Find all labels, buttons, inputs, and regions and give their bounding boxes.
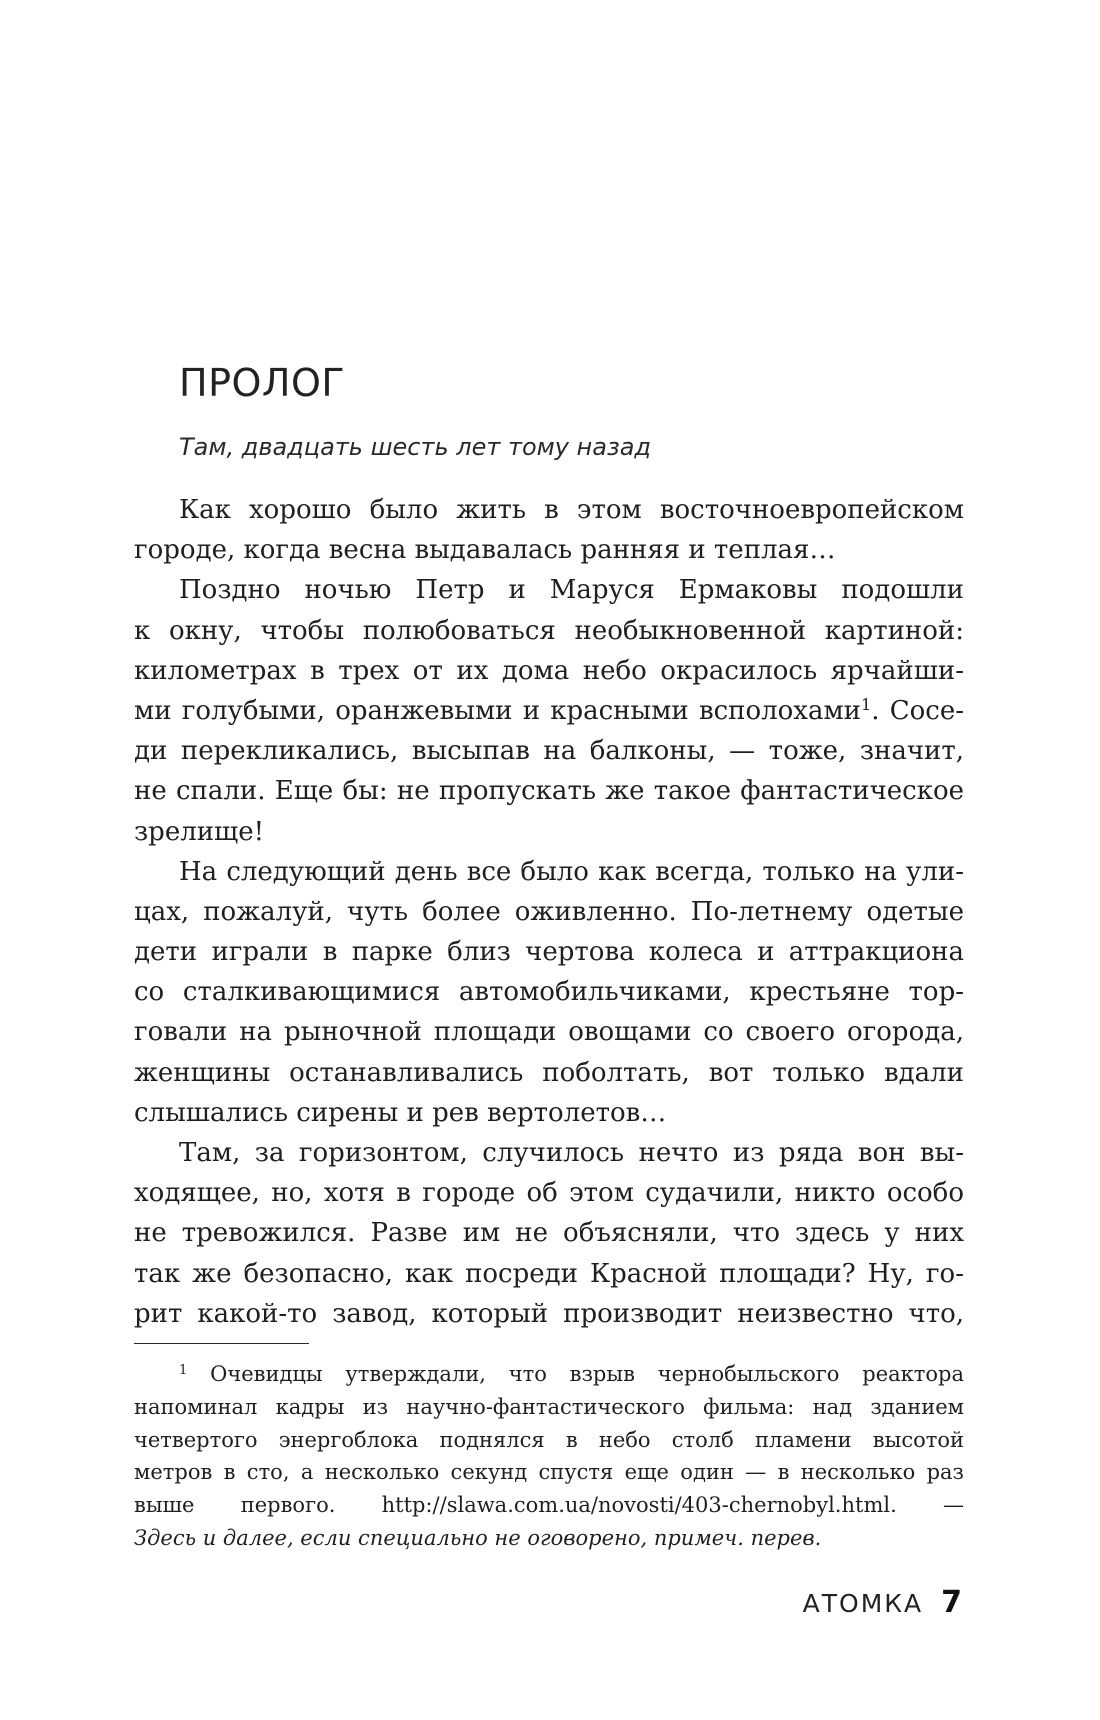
text-fragment: ми голубыми, оранжевыми и красными всполохами — [134, 695, 862, 726]
text-fragment: . Сосе- — [871, 695, 965, 726]
text-line: дети играли в парке близ чертова колеса и аттракциона — [134, 937, 964, 968]
footnote-line: метров в сто, а несколько секунд спустя еще один — в несколько раз — [134, 1460, 964, 1485]
footnote-line: выше первого. http://slawa.com.ua/novosti/403-chernobyl.html. — — [134, 1493, 964, 1518]
text-line: цах, пожалуй, чуть более оживленно. По-летнему одетые — [134, 896, 964, 927]
text-line: рит какой-то завод, который производит неизвестно что, — [134, 1298, 964, 1329]
text-line: женщины останавливались поболтать, вот только вдали — [134, 1057, 964, 1088]
footnote-divider — [134, 1343, 309, 1344]
footnote-line: четвертого энергоблока поднялся в небо столб пламени высотой — [134, 1427, 964, 1452]
text-line: зрелище! — [134, 816, 265, 847]
text-line: километрах в трех от их дома небо окрасилось ярчайши- — [134, 655, 964, 686]
page-number: 7 — [941, 1585, 962, 1620]
chapter-subtitle: Там, двадцать шесть лет тому назад — [179, 433, 652, 461]
footnote-reference: 1 — [861, 695, 872, 715]
footnote-text: Очевидцы утверждали, что взрыв чернобыльского реактора — [210, 1362, 964, 1386]
footnote-line: Здесь и далее, если специально не оговорено, примеч. перев. — [134, 1525, 822, 1550]
text-line: не тревожился. Разве им не объясняли, что здесь у них — [134, 1218, 964, 1249]
footnote-line — [134, 1358, 964, 1391]
text-line: к окну, чтобы полюбоваться необыкновенной картиной: — [134, 615, 964, 646]
text-line: Как хорошо было жить в этом восточноевропейском — [179, 495, 964, 525]
text-line: Там, за горизонтом, случилось нечто из ряда вон вы- — [179, 1138, 964, 1168]
text-line: говали на рыночной площади овощами со своего огорода, — [134, 1017, 964, 1048]
text-line: На следующий день все было как всегда, только на ули- — [179, 856, 964, 887]
chapter-title: ПРОЛОГ — [179, 361, 346, 405]
text-line — [134, 691, 964, 731]
text-line: ди перекликались, высыпав на балконы, — тоже, значит, — [134, 736, 964, 767]
running-title: АТОМКА — [802, 1589, 924, 1618]
main-text — [134, 490, 964, 1334]
footnote-marker: 1 — [179, 1362, 188, 1378]
text-line: не спали. Еще бы: не пропускать же такое фантастическое — [134, 776, 964, 807]
text-line: со сталкивающимися автомобильчиками, крестьяне тор- — [134, 977, 964, 1008]
page-footer — [803, 1585, 962, 1620]
footnote-line: напоминал кадры из научно-фантастического фильма: над зданием — [134, 1394, 964, 1419]
text-line: Поздно ночью Петр и Маруся Ермаковы подошли — [179, 575, 964, 606]
text-line: так же безопасно, как посреди Красной площади? Ну, го- — [134, 1258, 964, 1289]
text-line: ходящее, но, хотя в городе об этом судачили, никто особо — [134, 1178, 964, 1209]
text-line: слышались сирены и рев вертолетов… — [134, 1097, 667, 1128]
footnote — [134, 1358, 964, 1555]
text-line: городе, когда весна выдавалась ранняя и теплая… — [134, 535, 836, 566]
